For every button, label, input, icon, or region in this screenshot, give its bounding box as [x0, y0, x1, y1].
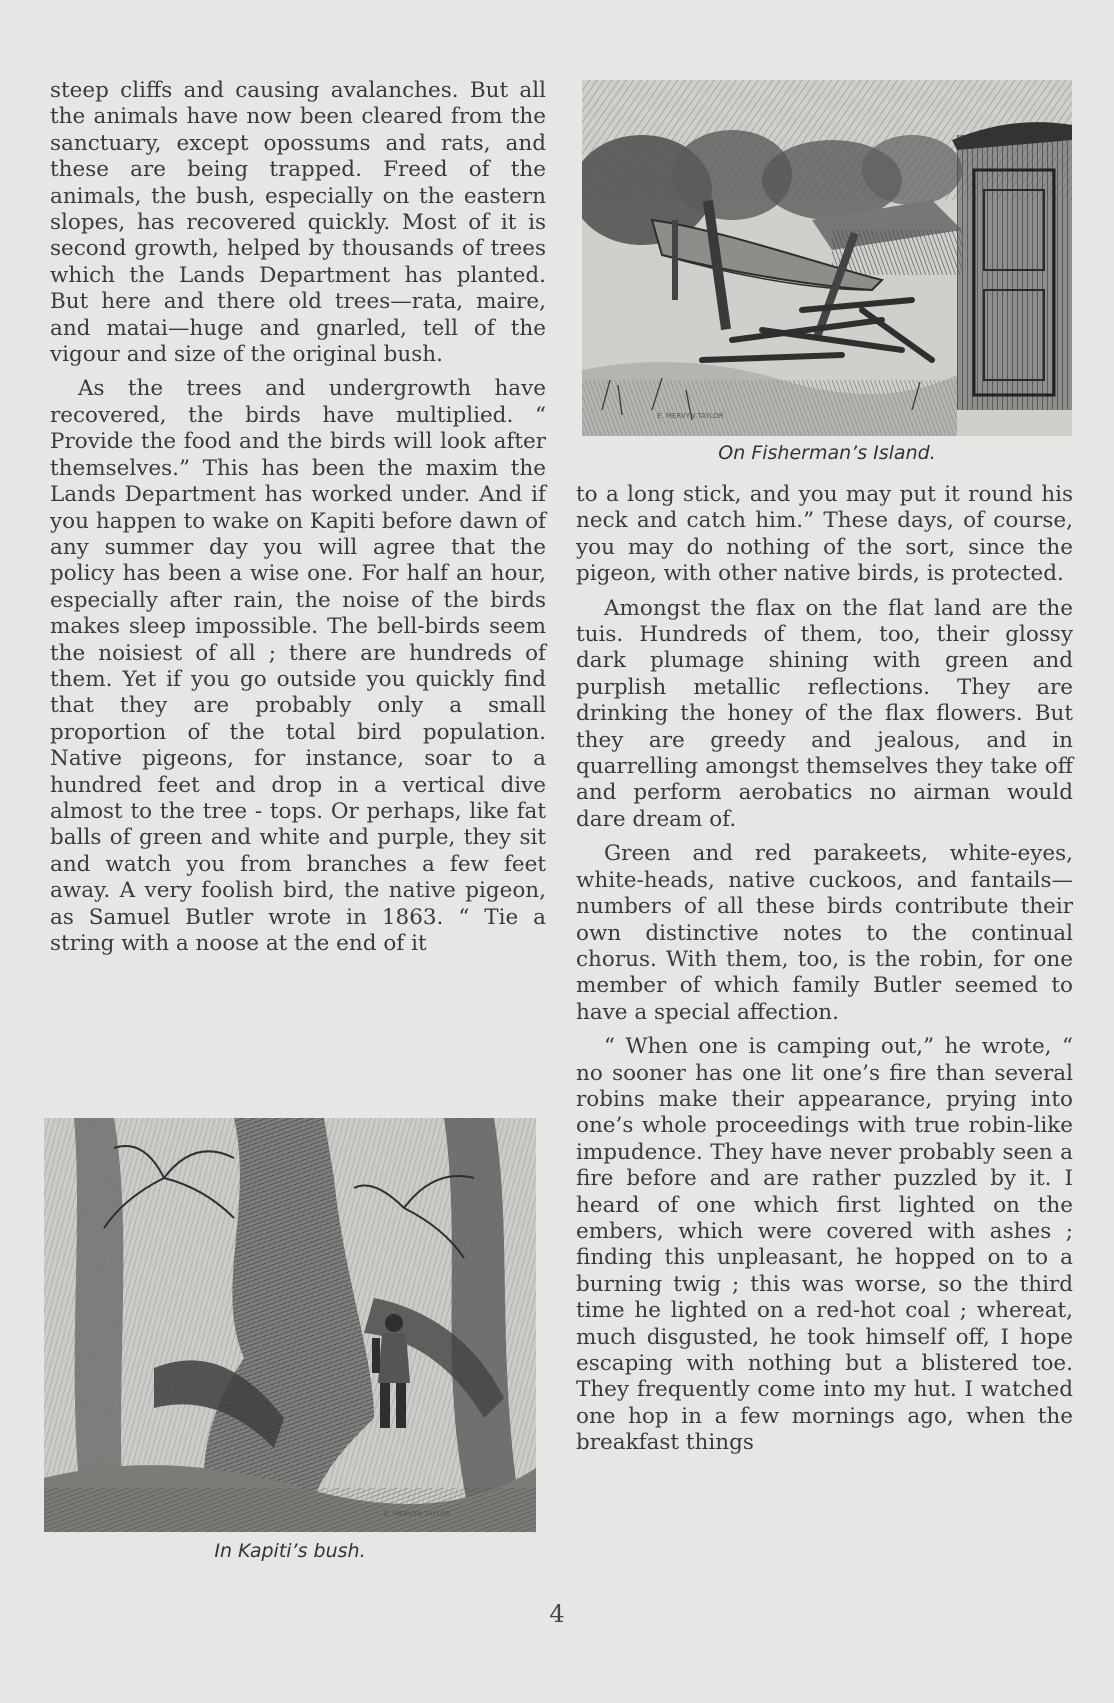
paragraph: to a long stick, and you may put it round his neck and catch him.” These days, of course, you may do nothing of the sort, since the pigeon, with other native birds, is protected. — [576, 482, 1073, 587]
paragraph: steep cliffs and causing avalanches. But all the animals have now been cleared from the sanctuary, except opossums and rats, and these are being trapped. Freed of the animals, the bush, especially on the eastern slopes, has recovered quickly. Most of it is second growth, helped by thousands of trees which the Lands Department has planted. But here and there old trees—rata, maire, and matai—huge and gnarled, tell of the vigour and size of the original bush. — [50, 78, 546, 368]
figure-kapitis-bush — [44, 1118, 536, 1568]
artist-signature: E. MERVYN TAYLOR — [384, 1510, 451, 1518]
right-text-column — [576, 482, 1073, 1465]
left-text-column — [50, 78, 546, 965]
illustration-fishermans-island — [582, 80, 1072, 436]
figure-caption: On Fisherman’s Island. — [718, 442, 936, 464]
paragraph: “ When one is camping out,” he wrote, “ no sooner has one lit one’s fire than several robins make their appearance, prying into one’s whole proceedings with true robin-like impudence. They have never probably seen a fire before and are rather puzzled by it. I heard of one which first lighted on the embers, which were covered with ashes ; finding this unpleasant, he hopped on to a burning twig ; this was worse, so the third time he lighted on a red-hot coal ; whereat, much disgusted, he took himself off, I hope escaping with nothing but a blistered toe. They frequently come into my hut. I watched one hop in a few mornings ago, when the breakfast things — [576, 1034, 1073, 1456]
page-number: 4 — [549, 1600, 565, 1628]
illustration-kapitis-bush — [44, 1118, 536, 1532]
artist-signature: E. MERVYN TAYLOR — [657, 412, 724, 420]
figure-caption: In Kapiti’s bush. — [214, 1540, 366, 1562]
paragraph: Green and red parakeets, white-eyes, white-heads, native cuckoos, and fantails—numbers of all these birds contribute their own distinctive notes to the continual chorus. With them, too, is the robin, for one member of which family Butler seemed to have a special affection. — [576, 841, 1073, 1025]
figure-fishermans-island — [582, 80, 1072, 470]
paragraph: As the trees and undergrowth have recovered, the birds have multiplied. “ Provide the food and the birds will look after themselves.” This has been the maxim the Lands Department has worked under. And if you happen to wake on Kapiti before dawn of any summer day you will agree that the policy has been a wise one. For half an hour, especially after rain, the noise of the birds makes sleep impossible. The bell-birds seem the noisiest of all ; there are hundreds of them. Yet if you go outside you quickly find that they are probably only a small proportion of the total bird population. Native pigeons, for instance, soar to a hundred feet and drop in a vertical dive almost to the tree - tops. Or perhaps, like fat balls of green and white and purple, they sit and watch you from branches a few feet away. A very foolish bird, the native pigeon, as Samuel Butler wrote in 1863. “ Tie a string with a noose at the end of it — [50, 376, 546, 956]
paragraph: Amongst the flax on the flat land are the tuis. Hundreds of them, too, their glossy dark plumage shining with green and purplish metallic reflections. They are drinking the honey of the flax flowers. But they are greedy and jealous, and in quarrelling amongst themselves they take off and perform aerobatics no airman would dare dream of. — [576, 595, 1073, 832]
